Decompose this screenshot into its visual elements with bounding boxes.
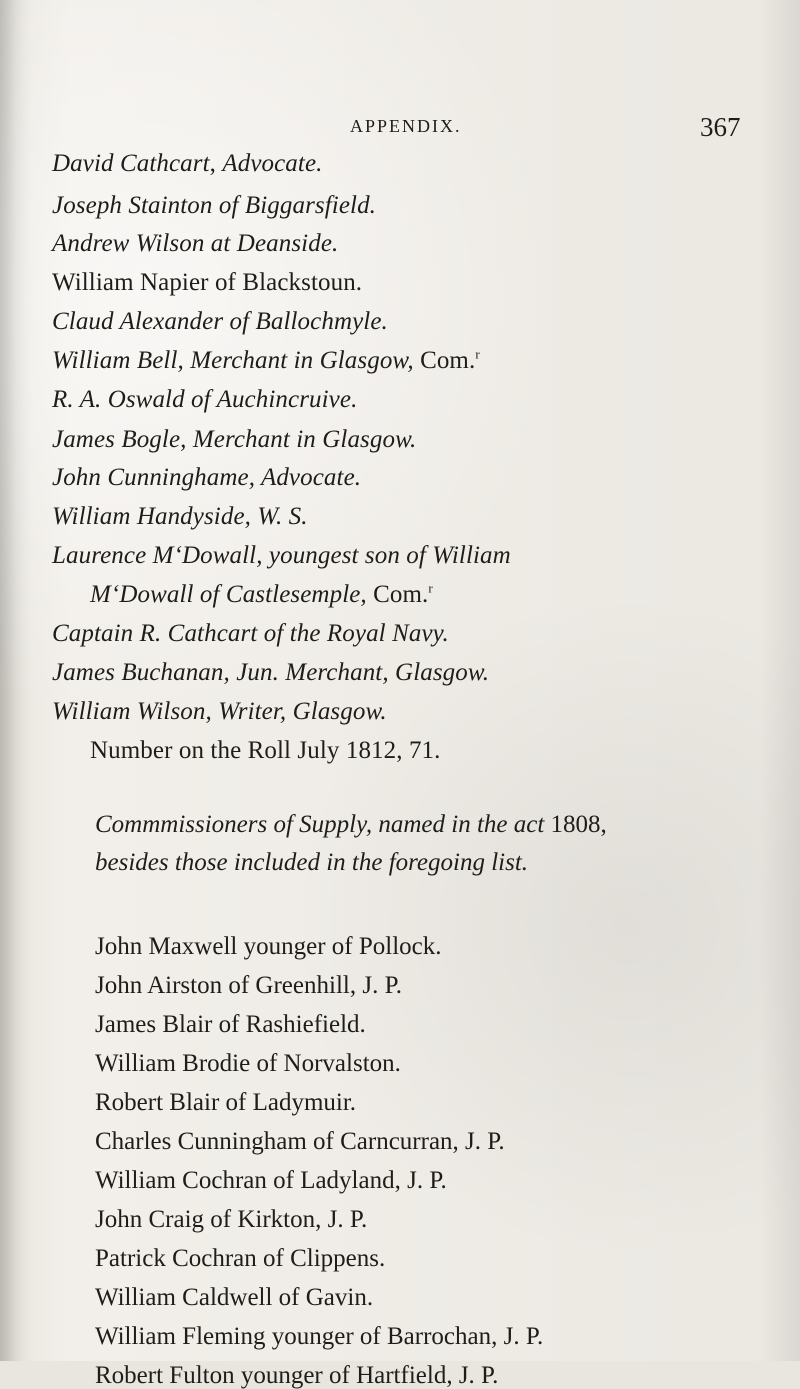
first-list-entry (52, 150, 323, 176)
second-list-entry: Robert Fulton younger of Hartfield, J. P. (95, 1362, 499, 1389)
entry-text: Com. (420, 347, 476, 374)
entry-text: James Bogle, Merchant in Glasgow. (52, 426, 417, 453)
entry-text: William Bell, Merchant in Glasgow, (52, 347, 421, 374)
entry-text: William Napier of Blackstoun. (52, 269, 363, 296)
second-list-entry: William Fleming younger of Barrochan, J. P. (95, 1323, 544, 1350)
entry-text: William Wilson, Writer, Glasgow. (52, 698, 387, 725)
second-list-entry: James Blair of Rashiefield. (95, 1011, 366, 1038)
second-list-entry: John Airston of Greenhill, J. P. (95, 972, 402, 999)
second-list-entry: William Brodie of Norvalston. (95, 1050, 401, 1077)
first-list-entry (52, 308, 388, 334)
entry-text: Captain R. Cathcart of the Royal Navy. (52, 620, 449, 647)
entry-text: Com. (373, 581, 429, 608)
entry-text: Number on the Roll July 1812, 71. (90, 737, 441, 764)
running-head: APPENDIX. (350, 116, 462, 136)
entry-text: Joseph Stainton of Biggarsfield. (52, 192, 377, 219)
first-list-entry (90, 737, 441, 763)
page-number: 367 (700, 112, 741, 142)
section-heading-text: Commmissioners of Supply, named in the act (95, 811, 551, 838)
second-list-entry: Robert Blair of Ladymuir. (95, 1089, 357, 1116)
first-list-entry (52, 698, 387, 724)
entry-text: Laurence M‘Dowall, youngest son of William (52, 542, 511, 569)
entry-text: Advocate. (222, 150, 323, 177)
entry-text: R. A. Oswald of Auchincruive. (52, 386, 358, 413)
first-list-entry (52, 426, 416, 452)
first-list-entry (52, 464, 361, 490)
entry-text: , (209, 150, 223, 177)
second-list-entry: Patrick Cochran of Clippens. (95, 1245, 386, 1272)
first-list-entry (52, 347, 480, 373)
entry-text: Claud Alexander of Ballochmyle. (52, 308, 388, 335)
first-list-entry (52, 503, 308, 529)
entry-text: David Cathcart (52, 150, 210, 177)
second-list-entry: John Craig of Kirkton, J. P. (95, 1206, 368, 1233)
first-list-entry (90, 581, 433, 607)
section-heading-year: 1808, (550, 811, 607, 838)
first-list-entry (52, 620, 449, 646)
first-list-entry (52, 230, 338, 256)
entry-text: M‘Dowall of Castlesemple, (90, 581, 374, 608)
section-heading-line-2: besides those included in the foregoing list. (95, 849, 529, 876)
entry-text: William Handyside, W. S. (52, 503, 308, 530)
second-list-entry: William Cochran of Ladyland, J. P. (95, 1167, 447, 1194)
entry-text: Andrew Wilson at Deanside. (52, 230, 339, 257)
first-list-entry (52, 542, 511, 568)
second-list-entry: Charles Cunningham of Carncurran, J. P. (95, 1128, 505, 1155)
first-list-entry (52, 386, 357, 412)
second-list-entry: John Maxwell younger of Pollock. (95, 933, 442, 960)
first-list-entry (52, 269, 362, 295)
section-heading-line-1 (95, 812, 607, 837)
second-list-entry: William Caldwell of Gavin. (95, 1284, 374, 1311)
entry-text: John Cunninghame, Advocate. (52, 464, 362, 491)
entry-text: James Buchanan, Jun. Merchant, Glasgow. (52, 659, 490, 686)
superscript-text: r (428, 580, 433, 596)
first-list-entry (52, 659, 489, 685)
page-header (0, 112, 800, 144)
first-list-entry (52, 192, 376, 218)
superscript-text: r (475, 346, 480, 362)
